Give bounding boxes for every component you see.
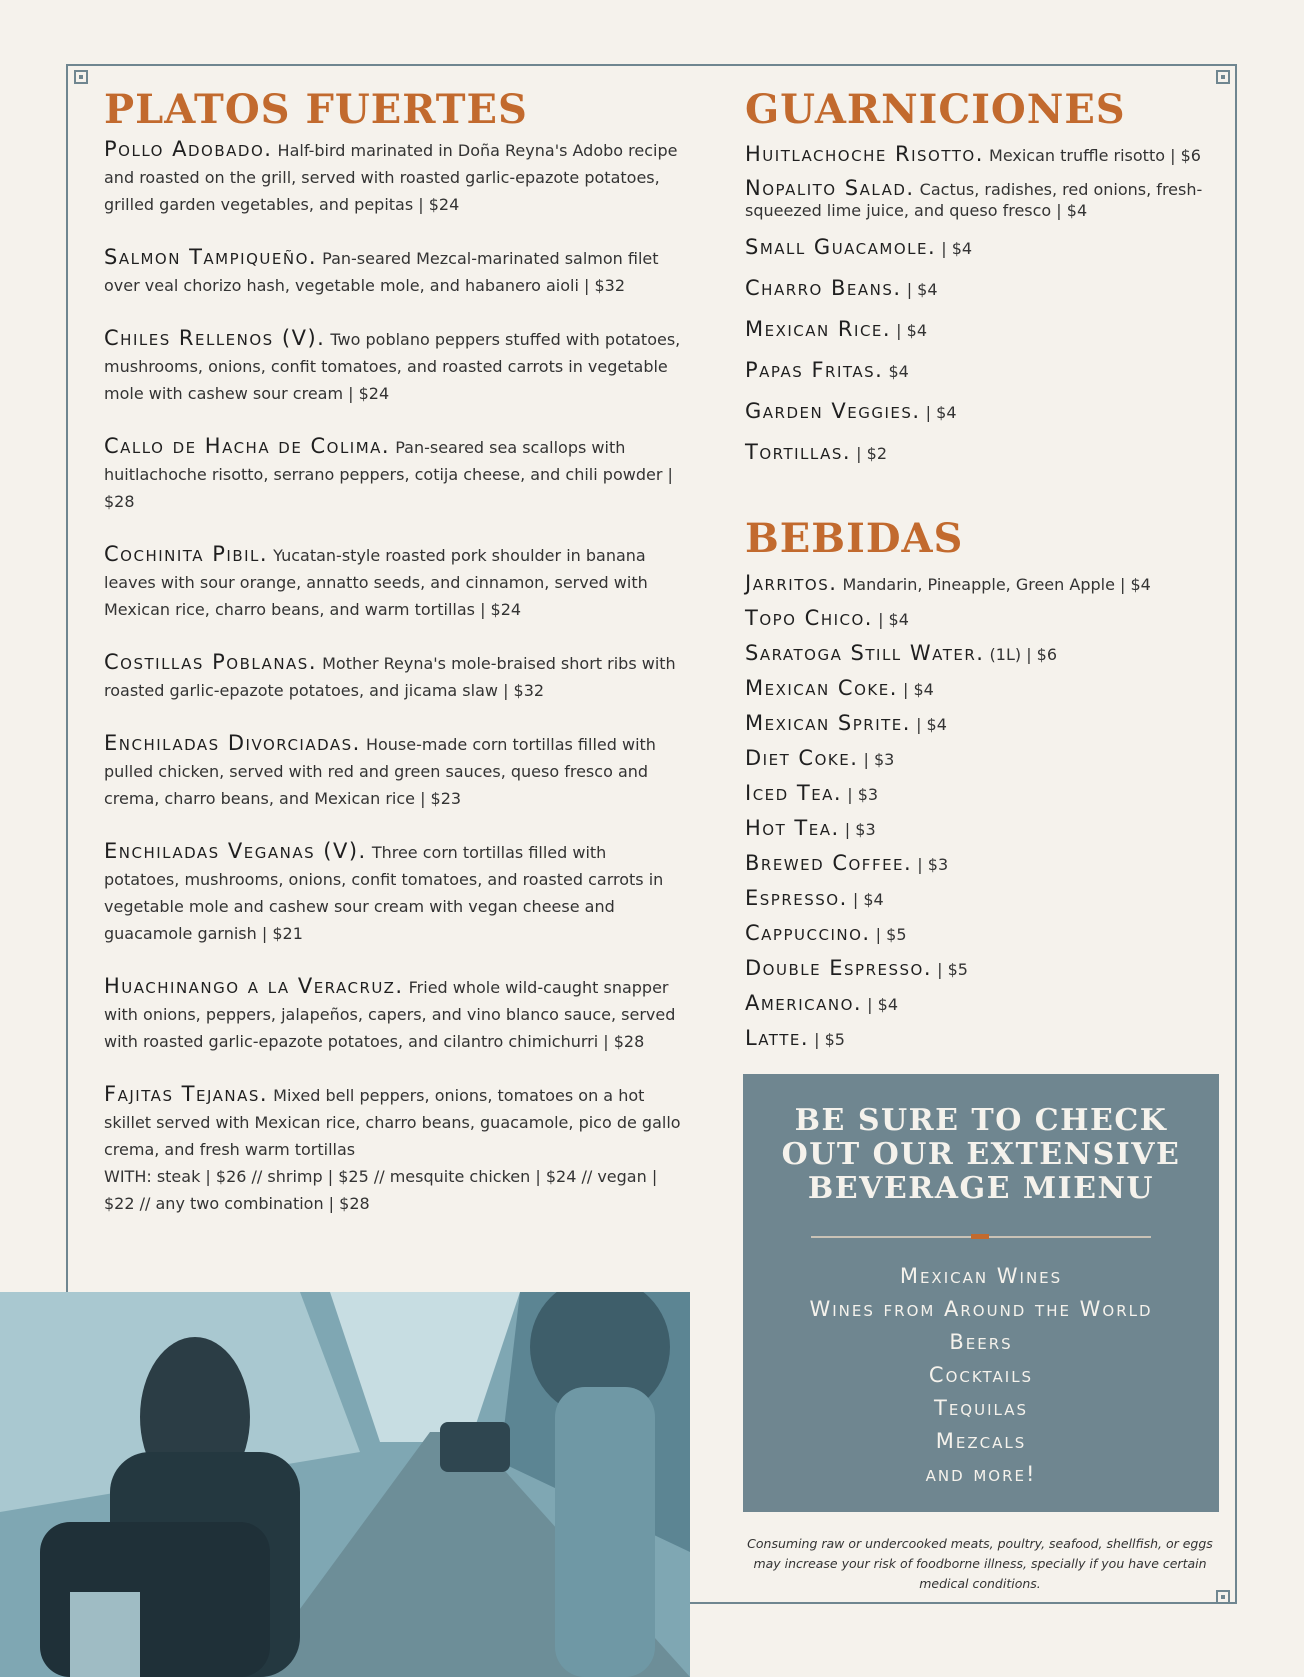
beverage-title-line: BE SURE TO CHECK: [794, 1103, 1168, 1138]
guarnicion-item: [745, 234, 1215, 262]
item-description: | $4: [852, 890, 884, 909]
bebida-item: [745, 1027, 1215, 1051]
bebida-item: [745, 852, 1215, 876]
item-name: Diet Coke.: [745, 746, 859, 770]
plato-item: [104, 838, 684, 947]
beverage-category: Beers: [949, 1330, 1013, 1354]
item-description: Half-bird marinated in Doña Reyna's Adobo recipe and roasted on the grill, served with roasted garlic-epazote potatoes, grilled garden vegetables, and pepitas | $24: [104, 141, 678, 214]
item-name: Mexican Sprite.: [745, 711, 911, 735]
item-description: | $3: [844, 820, 876, 839]
item-name: Costillas Poblanas.: [104, 650, 317, 674]
right-column: [745, 88, 1215, 1051]
bebida-item: [745, 992, 1215, 1016]
item-name: Callo de Hacha de Colima.: [104, 434, 391, 458]
item-name: Salmon Tampiqueño.: [104, 245, 318, 269]
item-description: | $4: [941, 239, 973, 258]
beverage-category: Mezcals: [935, 1429, 1027, 1453]
beverage-title-line: BEVERAGE MIENU: [807, 1171, 1155, 1206]
beverage-callout-title: [743, 1104, 1219, 1206]
platos-list: [104, 136, 684, 1217]
item-description: | $4: [916, 715, 947, 734]
item-description: Pan-seared Mezcal-marinated salmon filet over veal chorizo hash, vegetable mole, and habanero aioli | $32: [104, 249, 659, 295]
item-description: | $5: [875, 925, 907, 944]
beverage-category: and more!: [925, 1462, 1037, 1486]
beverage-category: Cocktails: [928, 1363, 1034, 1387]
item-name: Topo Chico.: [745, 606, 873, 630]
item-name: Cappuccino.: [745, 921, 871, 945]
plato-item: [104, 325, 684, 407]
item-description: | $2: [856, 444, 888, 463]
frame-corner-ornament: [74, 70, 88, 84]
item-description: | $4: [878, 610, 909, 629]
bebida-item: [745, 712, 1215, 736]
item-name: Papas Fritas.: [745, 358, 884, 382]
item-name: Brewed Coffee.: [745, 851, 913, 875]
item-name: Latte.: [745, 1026, 810, 1050]
item-name: Double Espresso.: [745, 956, 933, 980]
item-name: Iced Tea.: [745, 781, 843, 805]
item-name: Espresso.: [745, 886, 848, 910]
item-name: Huitlachoche Risotto.: [745, 142, 984, 166]
beverage-title-line: OUT OUR EXTENSIVE: [781, 1137, 1181, 1172]
guarnicion-item: [745, 439, 1215, 467]
frame-corner-ornament: [1216, 70, 1230, 84]
item-name: Jarritos.: [745, 571, 838, 595]
plato-item: [104, 973, 684, 1055]
item-description: Mandarin, Pineapple, Green Apple | $4: [842, 575, 1151, 594]
item-name: Charro Beans.: [745, 276, 902, 300]
item-name: Tortillas.: [745, 440, 852, 464]
plato-item: [104, 730, 684, 812]
frame-corner-ornament: [1216, 1590, 1230, 1604]
vintage-street-photo: [0, 1292, 690, 1677]
guarnicion-item: [745, 398, 1215, 426]
item-name: Enchiladas Veganas (V).: [104, 839, 367, 863]
item-description: Two poblano peppers stuffed with potatoes, mushrooms, onions, confit tomatoes, and roasted carrots in vegetable mole with cashew sour cream | $24: [104, 330, 681, 403]
bebida-item: [745, 607, 1215, 631]
street-scene-illustration: [0, 1292, 690, 1677]
plato-item: [104, 1081, 684, 1217]
guarnicion-item: [745, 357, 1215, 385]
plato-item: [104, 541, 684, 623]
item-description: | $4: [896, 321, 928, 340]
bebida-item: [745, 642, 1215, 666]
item-description: $4: [888, 362, 909, 381]
guarniciones-list: [745, 144, 1215, 467]
section-title-bebidas: BEBIDAS: [745, 515, 964, 562]
item-description: | $4: [867, 995, 899, 1014]
item-name: Cochinita Pibil.: [104, 542, 269, 566]
plato-item: [104, 433, 684, 515]
item-name: Small Guacamole.: [745, 235, 937, 259]
bebida-item: [745, 677, 1215, 701]
item-description: Fried whole wild-caught snapper with onions, peppers, jalapeños, capers, and vino blanco sauce, served with roasted garlic-epazote potatoes, and cilantro chimichurri | $28: [104, 978, 676, 1051]
item-description: | $5: [937, 960, 968, 979]
item-name: Mexican Rice.: [745, 317, 892, 341]
bebida-item: [745, 782, 1215, 806]
item-description: Mother Reyna's mole-braised short ribs with roasted garlic-epazote potatoes, and jicama slaw | $32: [104, 654, 676, 700]
plato-item: [104, 649, 684, 704]
item-name: Mexican Coke.: [745, 676, 898, 700]
guarnicion-item: [745, 275, 1215, 303]
item-description: | $4: [925, 403, 957, 422]
guarnicion-item: [745, 144, 1215, 166]
item-name: Pollo Adobado.: [104, 137, 273, 161]
item-name: Fajitas Tejanas.: [104, 1082, 269, 1106]
bebida-item: [745, 817, 1215, 841]
item-description: | $4: [902, 680, 934, 699]
beverage-categories: [743, 1260, 1219, 1491]
platos-fuertes-section: [104, 88, 684, 1243]
bebida-item: [745, 887, 1215, 911]
bebida-item: [745, 922, 1215, 946]
item-description: Pan-seared sea scallops with huitlachoche risotto, serrano peppers, cotija cheese, and chili powder | $28: [104, 438, 673, 511]
section-title-guarniciones: GUARNICIONES: [745, 86, 1126, 133]
beverage-category: Wines from Around the World: [809, 1297, 1153, 1321]
item-name: Saratoga Still Water.: [745, 641, 985, 665]
item-description: (1L) | $6: [989, 645, 1058, 664]
ornamental-divider: [811, 1236, 1151, 1238]
plato-item: [104, 136, 684, 218]
item-name: Chiles Rellenos (V).: [104, 326, 326, 350]
guarnicion-item: [745, 178, 1215, 221]
guarnicion-item: [745, 316, 1215, 344]
item-name: Garden Veggies.: [745, 399, 921, 423]
item-description: Three corn tortillas filled with potatoes, mushrooms, onions, confit tomatoes, and roasted carrots in vegetable mole and cashew sour cream with vegan cheese and guacamole garnish | $21: [104, 843, 664, 943]
item-name: Enchiladas Divorciadas.: [104, 731, 361, 755]
section-title-platos-fuertes: PLATOS FUERTES: [104, 86, 528, 133]
item-description: Yucatan-style roasted pork shoulder in banana leaves with sour orange, annatto seeds, and cinnamon, served with Mexican rice, charro beans, and warm tortillas | $24: [104, 546, 648, 619]
bebida-item: [745, 957, 1215, 981]
item-description: | $4: [906, 280, 938, 299]
item-name: Hot Tea.: [745, 816, 840, 840]
item-description: Mixed bell peppers, onions, tomatoes on a hot skillet served with Mexican rice, charro beans, guacamole, pico de gallo crema, and fresh warm tortillas: [104, 1086, 681, 1159]
item-options: WITH: steak | $26 // shrimp | $25 // mesquite chicken | $24 // vegan | $22 // any two combination | $28: [104, 1167, 658, 1213]
item-name: Huachinango a la Veracruz.: [104, 974, 404, 998]
beverage-menu-callout: [743, 1074, 1219, 1512]
item-description: House-made corn tortillas filled with pulled chicken, served with red and green sauces, queso fresco and crema, charro beans, and Mexican rice | $23: [104, 735, 656, 808]
item-description: | $3: [917, 855, 949, 874]
item-description: Mexican truffle risotto | $6: [989, 146, 1201, 165]
bebidas-list: [745, 572, 1215, 1051]
beverage-category: Tequilas: [934, 1396, 1028, 1420]
item-description: Cactus, radishes, red onions, fresh-squeezed lime juice, and queso fresco | $4: [745, 180, 1203, 220]
item-name: Nopalito Salad.: [745, 176, 915, 200]
food-safety-disclaimer: Consuming raw or undercooked meats, poultry, seafood, shellfish, or eggs may increase your risk of foodborne illness, specially if you have certain medical conditions.: [747, 1536, 1213, 1591]
beverage-category: Mexican Wines: [899, 1264, 1063, 1288]
plato-item: [104, 244, 684, 299]
item-description: | $3: [847, 785, 879, 804]
item-name: Americano.: [745, 991, 863, 1015]
bebida-item: [745, 747, 1215, 771]
bebida-item: [745, 572, 1215, 596]
item-description: | $5: [814, 1030, 845, 1049]
item-description: | $3: [863, 750, 895, 769]
